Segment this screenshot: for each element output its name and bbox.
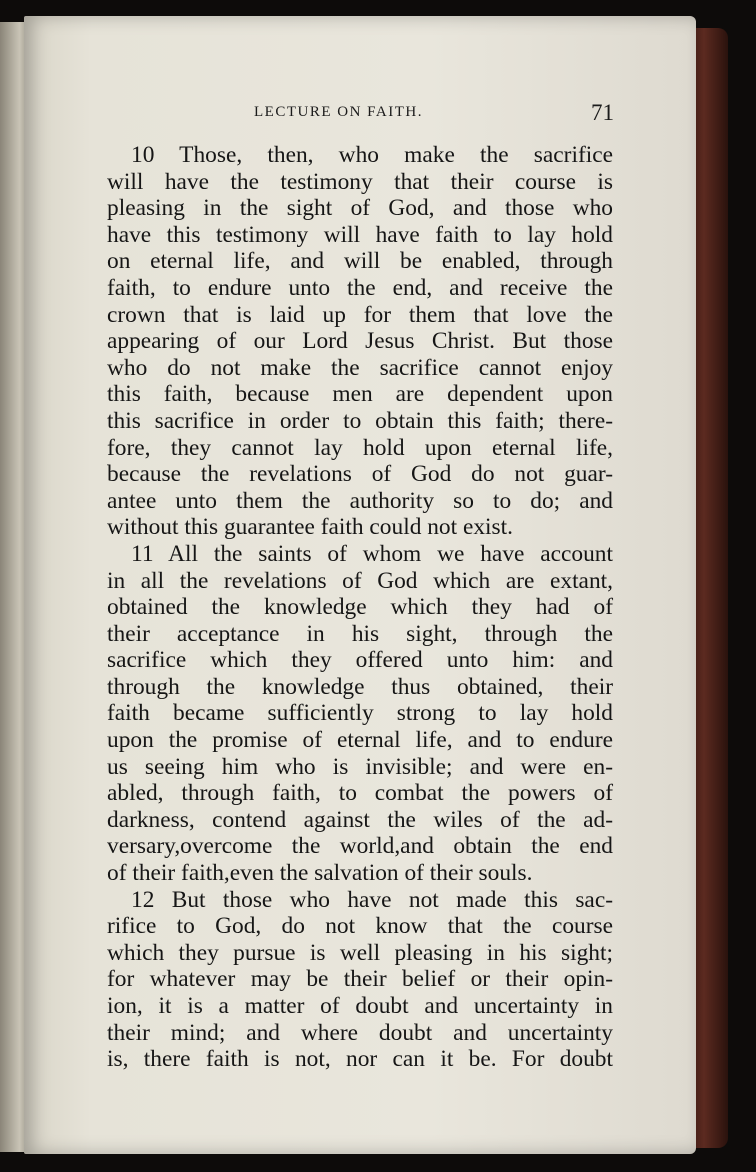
- text-line: rifice to God, do not know that the course: [107, 913, 613, 940]
- text-line: abled, through faith, to combat the powers of: [107, 780, 613, 807]
- text-line: 12 But those who have not made this sac-: [131, 886, 613, 913]
- text-line: obtained the knowledge which they had of: [107, 594, 613, 621]
- text-line: sacrifice which they offered unto him: and: [107, 647, 613, 674]
- text-line: pleasing in the sight of God, and those who: [107, 195, 613, 222]
- text-line: their mind; and where doubt and uncertainty: [107, 1019, 613, 1046]
- text-line: who do not make the sacrifice cannot enjoy: [107, 354, 613, 381]
- text-line: through the knowledge thus obtained, their: [107, 673, 613, 700]
- text-line: of their faith,even the salvation of their souls.: [107, 860, 533, 887]
- text-line: us seeing him who is invisible; and were en-: [107, 753, 613, 780]
- text-line: ion, it is a matter of doubt and uncertainty in: [107, 993, 613, 1019]
- text-line: their acceptance in his sight, through the: [107, 620, 613, 647]
- running-title: LECTURE ON FAITH.: [254, 104, 423, 120]
- text-line: this faith, because men are dependent upon: [107, 381, 613, 408]
- text-line: upon the promise of eternal life, and to endure: [107, 727, 613, 754]
- text-line: 10 Those, then, who make the sacrifice: [131, 142, 613, 168]
- text-line: in all the revelations of God which are extant,: [107, 567, 613, 594]
- text-line: 11 All the saints of whom we have account: [131, 540, 613, 567]
- text-line: which they pursue is well pleasing in his sight;: [107, 939, 613, 966]
- text-line: this sacrifice in order to obtain this faith; there-: [107, 407, 613, 434]
- text-line: darkness, contend against the wiles of the ad-: [107, 806, 613, 833]
- body-text: [107, 142, 613, 1073]
- text-line: because the revelations of God do not guar-: [107, 461, 613, 488]
- text-line: antee unto them the authority so to do; and: [107, 487, 613, 514]
- running-head: [254, 100, 614, 130]
- text-line: fore, they cannot lay hold upon eternal life,: [107, 434, 613, 461]
- text-line: have this testimony will have faith to lay hold: [107, 221, 613, 248]
- text-line: on eternal life, and will be enabled, through: [107, 248, 613, 275]
- text-line: faith became sufficiently strong to lay hold: [107, 700, 613, 727]
- page-number: 71: [591, 100, 614, 125]
- text-line: without this guarantee faith could not exist.: [107, 514, 514, 541]
- text-line: versary,overcome the world,and obtain the end: [107, 833, 613, 860]
- text-line: faith, to endure unto the end, and receive the: [107, 274, 613, 301]
- text-line: will have the testimony that their course is: [107, 168, 613, 195]
- text-line: for whatever may be their belief or their opin-: [107, 966, 613, 993]
- text-line: crown that is laid up for them that love the: [107, 301, 613, 328]
- text-line: is, there faith is not, nor can it be. For doubt: [107, 1046, 613, 1073]
- text-line: appearing of our Lord Jesus Christ. But those: [107, 328, 613, 355]
